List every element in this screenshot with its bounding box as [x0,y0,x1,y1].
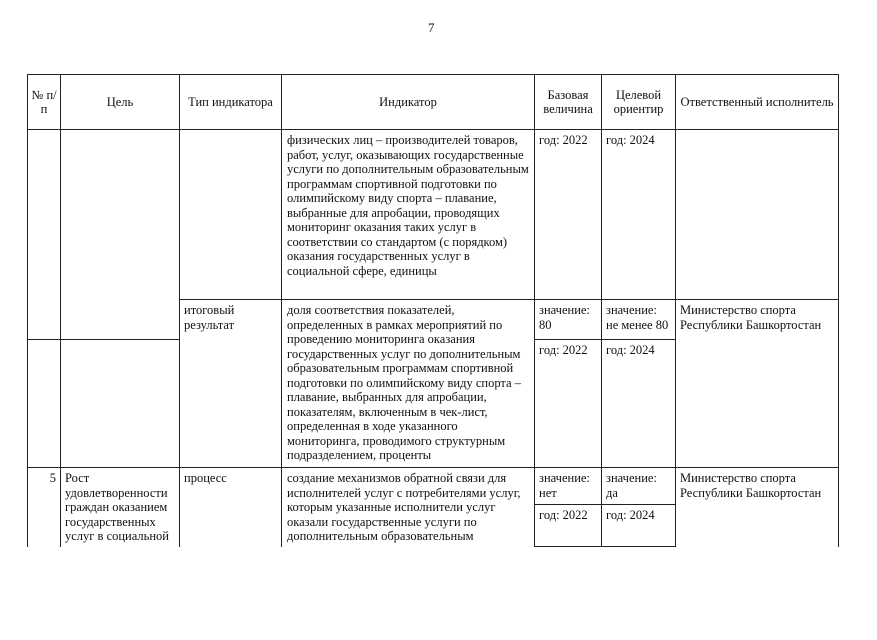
header-responsible: Ответственный исполнитель [676,75,839,130]
row-indicator: доля соответствия показателей, определенных в рамках мероприятий по проведению мониторинга оказания государственных услуг по дополнительным образовательным программам спортивной подготовки по олимпийскому виду спорта – плавание, выбранных для апробации, показателям, включенным в чек-лист, определенная в ходе указанного мониторинга, проводимого структурным подразделением, проценты [282,300,535,468]
row-type: процесс [180,468,282,547]
row-base-year: год: 2022 [535,505,602,547]
table-row [28,468,839,505]
row-num-spacer [28,340,61,468]
header-goal: Цель [61,75,180,130]
row-num [28,130,61,340]
row-type [180,130,282,300]
row-target-year: год: 2024 [602,340,676,468]
row-goal-spacer [61,340,180,468]
header-base: Базовая величина [535,75,602,130]
row-goal: Рост удовлетворенности граждан оказанием государственных услуг в социальной [61,468,180,547]
row-indicator: физических лиц – производителей товаров, работ, услуг, оказывающих государственные услуги по дополнительным образовательным программам спортивной подготовки по олимпийскому виду спорта – плавание, выбранные для апробации, проводящих мониторинг оказания таких услуг в соответствии со стандартом (с порядком) оказания государственных услуг в социальной сфере, единицы [282,130,535,300]
row-target-year: год: 2024 [602,130,676,300]
table-header-row [28,75,839,130]
page-number: 7 [428,20,435,35]
row-target-year: год: 2024 [602,505,676,547]
row-target-value: значение: да [602,468,676,505]
header-type: Тип индикатора [180,75,282,130]
header-num: № п/п [28,75,61,130]
row-responsible [676,130,839,300]
row-base-year: год: 2022 [535,340,602,468]
row-num: 5 [28,468,61,547]
row-type: итоговый результат [180,300,282,468]
indicators-table [27,74,839,547]
row-base-year: год: 2022 [535,130,602,300]
row-goal [61,130,180,340]
header-target: Целевой ориентир [602,75,676,130]
row-responsible: Министерство спорта Республики Башкортостан [676,300,839,468]
row-base-value: значение: нет [535,468,602,505]
row-indicator: создание механизмов обратной связи для исполнителей услуг с потребителями услуг, которым указанные исполнители услуг оказали государственные услуги по дополнительным образовательным [282,468,535,547]
row-base-value: значение: 80 [535,300,602,340]
header-indicator: Индикатор [282,75,535,130]
table-row [28,130,839,300]
row-responsible: Министерство спорта Республики Башкортостан [676,468,839,547]
row-target-value: значение: не менее 80 [602,300,676,340]
